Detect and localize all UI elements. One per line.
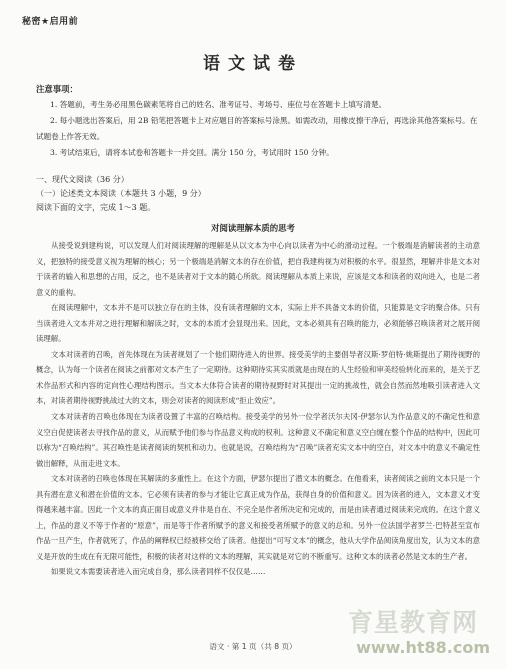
article-body (36, 238, 480, 580)
article-paragraph: 文本对读者的召唤也体现在为读者设置了丰富的召唤结构。接受美学的另外一位学者沃尔夫冈·伊瑟尔认为作品意义的不确定性和意义空白促使读者去寻找作品的意义，从而赋予他们参与作品意义构成的权利。这种意义不确定和意义空白缠在整个作品的结构中，因此可以称为“召唤结构”。其召唤性是读者阅读的契机和动力。也就是说，召唤结构为“召唤”读者充实文本中的空白，对文本中的意义不确定性做出解释，从而走进文本。 (36, 412, 480, 468)
article-paragraph: 文本对读者的召唤也体现在其解读的多重性上。在这个方面，伊瑟尔提出了潜文本的概念。在他看来，读者阅读之前的文本只是一个具有潜在意义和潜在价值的文本。它必须有读者的参与才能让它真正成为作品，获得自身的价值和意义。因为读者的进入，文本意义才变得越来越丰富。因此一个文本的真正面目或意义并非是自在、不完全是作者所决定和完成的，而是由读者通过阅读来完成的。在这个意义上，作品的意义不等于作者的“原意”，而是等于作者所赋予的意义和接受者所赋予的意义的总和。另外一位法国学者罗兰·巴特甚至宣布作品一旦产生，作者就死了，作品的阐释权已经被移交给了读者。他提出“可写文本”的概念，他从大学作品阅读角度出发，认为文本的意义是开放的生成在有无限可能性，积极的读者对这样的文本的理解，其实就是对它的不断重写。这种文本的读者必然是文本的生产者。 (36, 474, 480, 561)
reading-instruction: 阅读下面的文字，完成 1～3 题。 (36, 203, 156, 212)
note-item-1: 1. 答题前，考生务必用黑色碳素笔将自己的姓名、准考证号、考场号、座位号在答题卡上填写清楚。 (50, 100, 387, 109)
notes-heading: 注意事项： (36, 84, 78, 94)
note-item-3: 3. 考试结束后，请将本试卷和答题卡一并交回。满分 150 分，考试用时 150 分钟。 (50, 148, 334, 157)
subsection-heading: （一）论述类文本阅读（本题共 3 小题，9 分） (36, 189, 206, 198)
section-heading: 一、现代文阅读（36 分） (36, 175, 129, 184)
article-paragraph: 在阅读理解中，文本并不是可以独立存在的主体，没有读者理解的文本，实际上并不具备文本的价值，只能算是文字的聚合体。只有当读者进入文本并对之进行理解和解读之时，文本的本质才会显现出来。因此，文本必须具有召唤的能力，必须能够召唤读者对之展开阅读理解。 (36, 303, 480, 344)
article-paragraph: 文本对读者的召唤，首先体现在为读者规划了一个他们期待进入的世界。接受美学的主要倡导者汉斯·罗伯特·姚斯提出了期待视野的概念，认为每一个读者在阅读之前都对文本产生了一定期待。这种期待实其实质就是由现在的人生经验和审美经验转化而来的，是关于艺术作品形式和内容的定向性心理结构图示。当文本大体符合读者的期待视野时对其提出一定的挑战性，就会自然而然地吸引读者进入文本，对读者期待视野挑战过大的文本，则会对读者的阅读形成“拒止效应”。 (36, 349, 480, 406)
note-item-2: 2. 每小题选出答案后，用 2B 铅笔把答题卡上对应题目的答案标号涂黑。如需改动，用橡皮擦干净后，再选涂其他答案标号。在试题卷上作答无效。 (36, 116, 478, 141)
page-title: 语文试卷 (203, 54, 303, 74)
secret-label: 秘密★启用前 (22, 17, 79, 27)
watermark-url: www.ht88.com (356, 638, 490, 657)
page-footer: 语文 · 第 1 页（共 8 页） (209, 642, 297, 651)
article-paragraph: 从接受说到建构说，可以发现人们对阅读理解的理解是从以文本为中心向以读者为中心的滑动过程。一个极端是消解读者的主动意义，把独特的接受意义视为理解的核心；另一个极端是消解文本的存在价值，把自我建构视为对积极的水平。很显然，理解并非是文本对于读者的输入和思想的占用，反之，也不是读者对于文本的随心所欲。阅读理解从本质上来说，应该是文本和读者的双向进入，也是二者意义的重构。 (36, 241, 480, 297)
watermark-brand: 育星教育网 (347, 608, 478, 637)
article-title: 对阅读理解本质的思考 (211, 223, 295, 233)
article-paragraph: 如果说文本需要读者进入而完成自身，那么读者同样不仅仅是…… (51, 567, 266, 577)
